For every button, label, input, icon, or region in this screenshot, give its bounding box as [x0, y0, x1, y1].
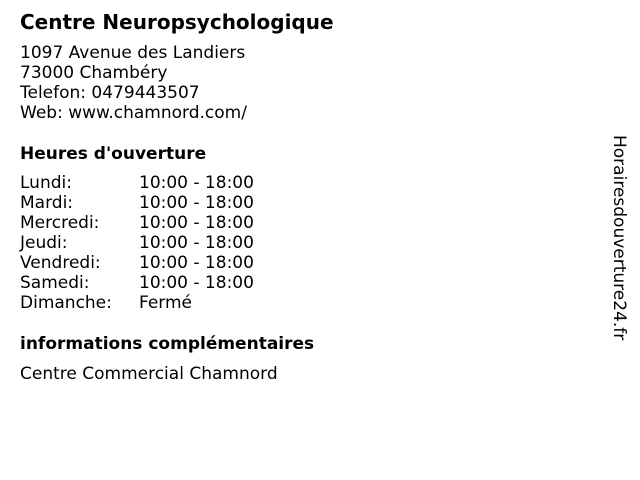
- hours-day: Mardi:: [20, 193, 74, 213]
- address-line-city: 73000 Chambéry: [20, 63, 168, 83]
- hours-day: Jeudi:: [20, 233, 68, 253]
- hours-time: 10:00 - 18:00: [139, 193, 254, 213]
- opening-hours-heading: Heures d'ouverture: [20, 144, 207, 164]
- address-line-street: 1097 Avenue des Landiers: [20, 43, 246, 63]
- hours-day: Vendredi:: [20, 253, 101, 273]
- watermark: [608, 135, 638, 345]
- additional-info-text: Centre Commercial Chamnord: [20, 364, 278, 384]
- hours-time: Fermé: [139, 293, 193, 313]
- hours-day: Samedi:: [20, 273, 90, 293]
- hours-day: Mercredi:: [20, 213, 100, 233]
- hours-time: 10:00 - 18:00: [139, 173, 254, 193]
- hours-time: 10:00 - 18:00: [139, 253, 254, 273]
- hours-time: 10:00 - 18:00: [139, 273, 254, 293]
- hours-time: 10:00 - 18:00: [139, 233, 254, 253]
- business-title: Centre Neuropsychologique: [20, 10, 334, 34]
- web-line: Web: www.chamnord.com/: [20, 103, 247, 123]
- hours-day: Lundi:: [20, 173, 72, 193]
- additional-info-heading: informations complémentaires: [20, 334, 315, 354]
- watermark-text: Horairesdouverture24.fr: [609, 135, 629, 341]
- phone-line: Telefon: 0479443507: [20, 83, 200, 103]
- hours-time: 10:00 - 18:00: [139, 213, 254, 233]
- hours-day: Dimanche:: [20, 293, 112, 313]
